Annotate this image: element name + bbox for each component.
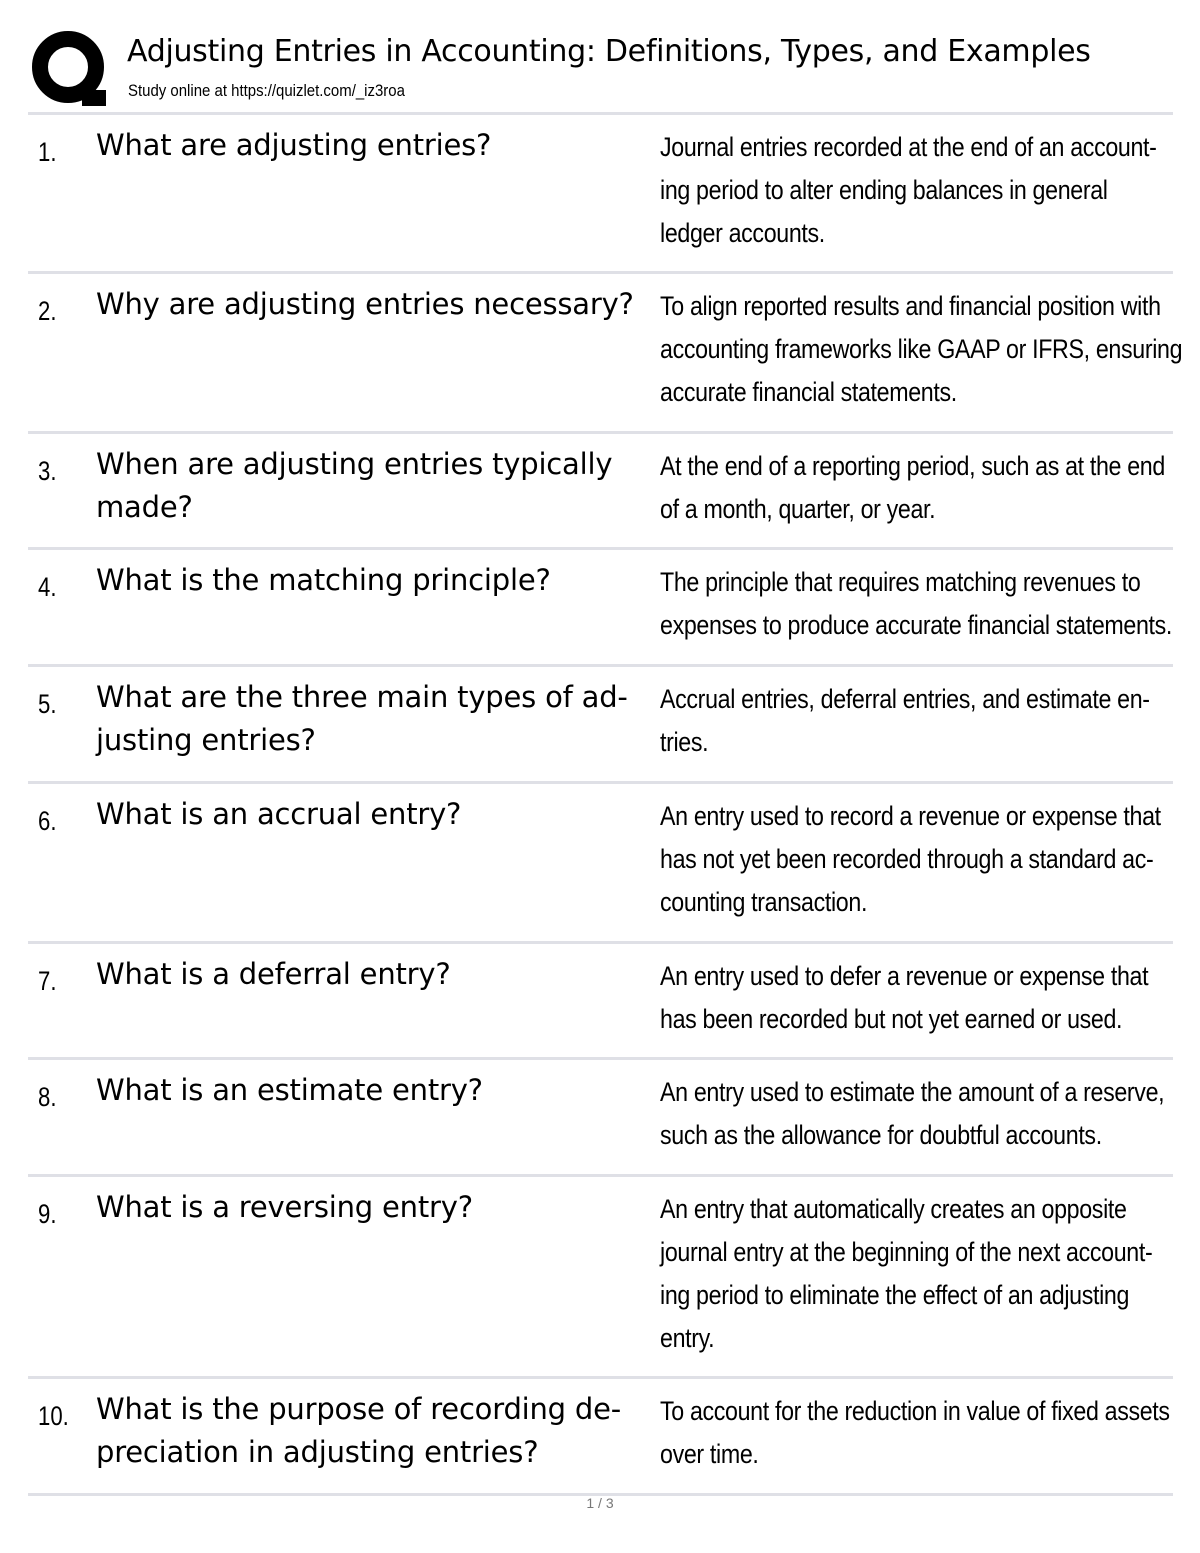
definition-line: accurate financial statements. [660,377,957,407]
term-line: What is an estimate entry? [96,1073,483,1107]
definition-line: To account for the reduction in value of fixed assets [660,1396,1170,1426]
card-term [96,953,651,996]
card-term [96,1186,651,1229]
card-number: 1. [38,137,57,167]
definition-line: expenses to produce accurate financial statements. [660,610,1173,640]
definition-line: An entry used to estimate the amount of a reserve, [660,1077,1165,1107]
card-number: 4. [38,572,57,602]
card-number: 7. [38,966,57,996]
card-term [96,1388,651,1474]
page-header [0,0,1200,112]
flashcard-row [28,1060,1173,1177]
definition-line: has been recorded but not yet earned or used. [660,1004,1123,1034]
flashcard-row [28,115,1173,274]
card-definition [660,1390,1170,1476]
card-number: 6. [38,806,57,836]
flashcard-row [28,667,1173,784]
term-line: What is a reversing entry? [96,1190,473,1224]
definition-line: journal entry at the beginning of the next account- [660,1237,1153,1267]
definition-line: At the end of a reporting period, such as at the end [660,451,1165,481]
definition-line: over time. [660,1439,759,1469]
definition-line: An entry used to record a revenue or expense that [660,801,1161,831]
flashcard-row [28,434,1173,550]
flashcard-row [28,550,1173,667]
term-line: preciation in adjusting entries? [96,1435,539,1469]
flashcard-row [28,1177,1173,1379]
definition-line: ing period to alter ending balances in general [660,175,1108,205]
term-line: When are adjusting entries typically [96,447,613,481]
card-term [96,793,651,836]
definition-line: of a month, quarter, or year. [660,494,936,524]
card-definition [660,955,1159,1041]
flashcard-row [28,274,1183,434]
card-definition [660,795,1159,924]
definition-line: entry. [660,1323,715,1353]
card-definition [660,1071,1165,1157]
card-term [96,559,651,602]
page-indicator: 1 / 3 [586,1495,614,1511]
definition-line: tries. [660,727,709,757]
card-definition [660,1188,1159,1360]
definition-line: The principle that requires matching revenues to [660,567,1141,597]
card-number: 9. [38,1199,57,1229]
term-line: What is the matching principle? [96,563,551,597]
definition-line: such as the allowance for doubtful accounts. [660,1120,1102,1150]
definition-line: An entry that automatically creates an opposite [660,1194,1127,1224]
definition-line: counting transaction. [660,887,868,917]
page-title: Adjusting Entries in Accounting: Definitions, Types, and Examples [127,34,1091,69]
card-number: 5. [38,689,57,719]
flashcard-row [28,1379,1173,1496]
definition-line: Accrual entries, deferral entries, and estimate en- [660,684,1150,714]
card-definition [660,678,1159,764]
definition-line: To align reported results and financial position with [660,291,1161,321]
term-line: What is a deferral entry? [96,957,451,991]
term-line: justing entries? [96,723,316,757]
flashcard-row [28,944,1173,1060]
term-line: made? [96,490,193,524]
card-definition [660,445,1165,531]
card-term [96,676,651,762]
term-line: What are adjusting entries? [96,128,492,162]
card-number: 10. [38,1401,69,1431]
card-number: 2. [38,296,57,326]
definition-line: ing period to eliminate the effect of an adjusting [660,1280,1130,1310]
card-definition [660,285,1183,414]
term-line: What are the three main types of ad- [96,680,628,714]
study-online-link[interactable]: Study online at https://quizlet.com/_iz3roa [128,81,405,100]
definition-line: Journal entries recorded at the end of an account- [660,132,1157,162]
term-line: What is the purpose of recording de- [96,1392,622,1426]
definition-line: ledger accounts. [660,218,825,248]
card-definition [660,126,1159,255]
term-line: Why are adjusting entries necessary? [96,287,634,321]
card-definition [660,561,1173,647]
definition-line: has not yet been recorded through a standard ac- [660,844,1154,874]
quizlet-logo-icon [30,30,108,108]
definition-line: accounting frameworks like GAAP or IFRS, ensuring [660,334,1183,364]
card-term [96,283,651,326]
card-number: 8. [38,1082,57,1112]
flashcard-row [28,784,1173,944]
card-number: 3. [38,456,57,486]
definition-line: An entry used to defer a revenue or expense that [660,961,1149,991]
card-term [96,1069,651,1112]
term-line: What is an accrual entry? [96,797,462,831]
flashcard-list [28,115,1183,1496]
card-term [96,443,651,529]
card-term [96,124,651,167]
